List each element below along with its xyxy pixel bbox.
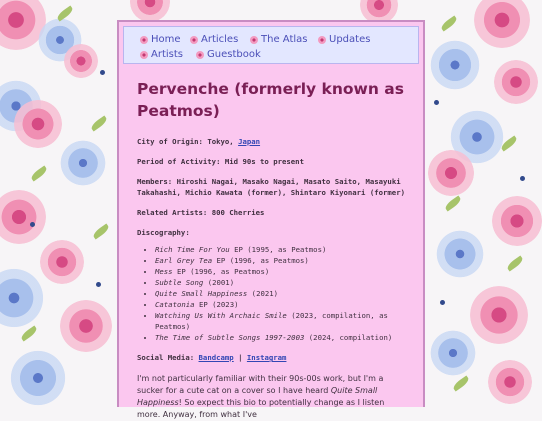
nav-label[interactable]: Home [151,34,181,45]
album-title: Quite Small Happiness [155,289,248,298]
leaf-decoration [30,165,49,181]
pink-flower-decoration [14,100,62,148]
page-title: Pervenche (formerly known as Peatmos) [137,80,404,120]
pink-flower-decoration [474,0,530,48]
nav-label[interactable]: Articles [201,34,239,45]
dot-decoration [434,100,439,105]
pink-flower-decoration [64,44,98,78]
album-title: Rich Time For You [155,245,230,254]
pink-flower-decoration [428,150,474,196]
nav-item-guestbook[interactable] [196,49,261,60]
album-detail: EP (1996, as Peatmos) [216,256,309,265]
album-title: Watching Us With Archaic Smile [155,311,287,320]
blue-flower-decoration [430,40,480,90]
top-navigation [123,26,419,64]
flower-icon [190,36,198,44]
members-label: Members: [137,177,173,186]
dot-decoration [96,282,101,287]
album-detail: (2001) [207,278,235,287]
discography-list [137,244,405,343]
album-title: Mess [155,267,173,276]
flower-icon [318,36,326,44]
leaf-decoration [92,223,111,239]
leaf-decoration [20,325,39,341]
flower-icon [140,51,148,59]
list-item [155,299,405,310]
album-title: Catatonia [155,300,195,309]
list-item [155,255,405,266]
dot-decoration [30,222,35,227]
nav-label[interactable]: Artists [151,49,183,60]
list-item [155,277,405,288]
album-title: The Time of Subtle Songs 1997-2003 [155,333,305,342]
country-link[interactable]: Japan [238,137,261,146]
pink-flower-decoration [492,196,542,246]
instagram-link[interactable]: Instagram [246,353,287,362]
blue-flower-decoration [436,230,484,278]
bandcamp-link[interactable]: Bandcamp [198,353,234,362]
bio-text: I'm not particularly familiar with their 90s-00s work, but I'm a sucker for a cute cat on a cover so I have heard [137,374,384,395]
album-detail: (2021) [251,289,279,298]
album-title: Subtle Song [155,278,204,287]
leaf-decoration [444,195,463,211]
list-item [155,310,405,332]
pink-flower-decoration [130,0,170,22]
social-label: Social Media: [137,353,195,362]
flower-icon [196,51,204,59]
album-detail: EP (1996, as Peatmos) [176,267,270,276]
period-line [137,156,405,167]
related-value: 800 Cherries [211,208,265,217]
album-detail: (2023, compilation, as Peatmos) [155,311,388,331]
list-item [155,288,405,299]
pink-flower-decoration [470,286,528,344]
nav-item-updates[interactable] [318,34,370,45]
leaf-decoration [90,115,109,131]
social-separator: | [238,353,243,362]
dot-decoration [520,176,525,181]
related-label: Related Artists: [137,208,208,217]
nav-label[interactable]: The Atlas [261,34,308,45]
leaf-decoration [440,15,459,31]
members-line [137,176,405,198]
pink-flower-decoration [0,190,46,244]
origin-label: City of Origin: [137,137,203,146]
discography-heading [137,227,405,238]
discography-label: Discography: [137,228,190,237]
album-detail: EP (2023) [198,300,239,309]
origin-city: Tokyo, [207,137,234,146]
nav-label[interactable]: Guestbook [207,49,261,60]
pink-flower-decoration [494,60,538,104]
pink-flower-decoration [40,240,84,284]
pink-flower-decoration [488,360,532,404]
blue-flower-decoration [60,140,106,186]
main-content-panel [117,20,425,419]
list-item [155,332,405,343]
leaf-decoration [452,375,471,391]
album-detail: EP (1995, as Peatmos) [234,245,327,254]
flower-icon [250,36,258,44]
pink-flower-decoration [60,300,112,352]
blue-flower-decoration [430,330,476,376]
period-label: Period of Activity: [137,157,221,166]
list-item [155,244,405,255]
leaf-decoration [506,255,525,271]
dot-decoration [100,70,105,75]
album-detail: (2024, compilation) [308,333,393,342]
origin-line [137,136,405,147]
nav-item-articles[interactable] [190,34,238,45]
related-line [137,207,405,218]
blue-flower-decoration [10,350,66,406]
article-content [137,78,405,421]
list-item [155,266,405,277]
bio-text: ! So expect this bio to potentially change as I listen more. Anyway, from what I've [137,398,385,419]
nav-item-home[interactable] [140,34,181,45]
members-value: Hiroshi Nagai, Masako Nagai, Masato Saito, Masayuki Takahashi, Michio Kawata (former), Shintaro Kiyonari (former) [137,177,405,197]
bio-paragraph [137,373,405,421]
flower-icon [140,36,148,44]
dot-decoration [440,300,445,305]
social-line [137,352,405,363]
nav-label[interactable]: Updates [329,34,371,45]
blue-flower-decoration [0,268,44,328]
album-title: Earl Grey Tea [155,256,213,265]
nav-item-artists[interactable] [140,49,183,60]
nav-item-the-atlas[interactable] [250,34,307,45]
period-value: Mid 90s to present [224,157,304,166]
bio-italic-title: Quite Small Happiness [137,386,378,407]
